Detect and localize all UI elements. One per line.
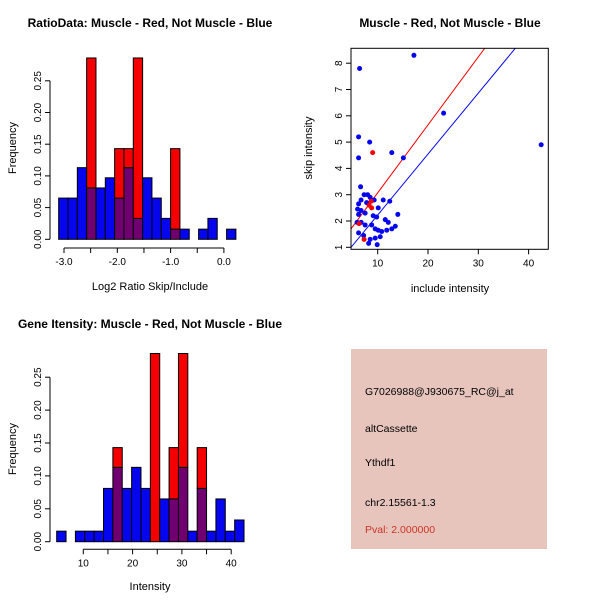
histogram-bar-segment bbox=[115, 149, 124, 198]
x-tick-label: 20 bbox=[422, 258, 434, 270]
x-tick-label: 40 bbox=[225, 558, 237, 570]
gene-name-text: Ythdf1 bbox=[365, 457, 396, 469]
scatter-point bbox=[379, 229, 384, 234]
probe-id-text: G7026988@J930675_RC@j_at bbox=[365, 386, 514, 398]
y-tick-label: 0.20 bbox=[33, 400, 44, 420]
histogram-bar-segment bbox=[68, 198, 77, 239]
ratio-histogram-plot bbox=[0, 0, 300, 300]
ratio-histogram-panel bbox=[0, 0, 300, 300]
x-tick-label: 30 bbox=[176, 558, 188, 570]
histogram-bar-segment bbox=[132, 467, 141, 541]
x-tick-label: 40 bbox=[523, 258, 535, 270]
histogram-bar-segment bbox=[96, 188, 105, 239]
intensity-scatter-ylabel: skip intensity bbox=[303, 116, 315, 180]
histogram-bar-segment bbox=[87, 58, 96, 188]
histogram-bar-segment bbox=[113, 448, 122, 468]
y-tick-label: 7 bbox=[334, 86, 345, 93]
scatter-point bbox=[387, 199, 392, 204]
y-tick-label: 6 bbox=[334, 113, 345, 119]
x-tick-label: -3.0 bbox=[55, 257, 73, 268]
scatter-point bbox=[369, 222, 374, 227]
scatter-point bbox=[356, 134, 361, 139]
y-tick-label: 0.20 bbox=[33, 102, 44, 123]
histogram-bar-segment bbox=[161, 218, 170, 239]
histogram-bar-segment bbox=[87, 188, 96, 239]
scatter-point bbox=[356, 212, 361, 217]
x-tick-label: -2.0 bbox=[108, 257, 126, 268]
histogram-bar-segment bbox=[150, 354, 159, 542]
histogram-bar-segment bbox=[216, 499, 225, 542]
scatter-point bbox=[386, 220, 391, 225]
scatter-point bbox=[356, 201, 361, 206]
scatter-point bbox=[378, 234, 383, 239]
histogram-bar-segment bbox=[227, 229, 236, 239]
ratio-histogram-title: RatioData: Muscle - Red, Not Muscle - Blue bbox=[27, 16, 273, 30]
scatter-point bbox=[367, 140, 372, 145]
gene-intensity-histogram-panel bbox=[0, 300, 300, 600]
histogram-bar-segment bbox=[178, 354, 187, 468]
histogram-bar-segment bbox=[160, 499, 169, 542]
gene-info-box bbox=[351, 349, 547, 549]
y-tick-label: 0.00 bbox=[33, 229, 44, 250]
histogram-bar-segment bbox=[75, 531, 84, 542]
histogram-bar-segment bbox=[124, 149, 133, 168]
histogram-bar-segment bbox=[105, 178, 114, 239]
y-tick-label: 0.15 bbox=[33, 134, 44, 154]
histogram-bar-segment bbox=[143, 178, 152, 239]
scatter-point bbox=[369, 205, 374, 210]
y-tick-label: 0.25 bbox=[33, 367, 44, 387]
scatter-point bbox=[395, 212, 400, 217]
y-tick-label: 0.05 bbox=[33, 499, 44, 519]
scatter-point bbox=[356, 155, 361, 160]
x-tick-label: 10 bbox=[372, 258, 384, 270]
histogram-bar-segment bbox=[94, 531, 103, 542]
y-tick-label: 0.00 bbox=[33, 531, 44, 552]
scatter-point bbox=[374, 215, 379, 220]
gene-intensity-histogram-xlabel: Intensity bbox=[129, 581, 171, 593]
scatter-point bbox=[358, 184, 363, 189]
gene-intensity-histogram-title: Gene Itensity: Muscle - Red, Not Muscle - Blue bbox=[17, 317, 283, 331]
histogram-bar-segment bbox=[141, 488, 150, 541]
x-tick-label: 10 bbox=[77, 558, 89, 570]
y-tick-label: 0.10 bbox=[33, 466, 44, 486]
histogram-bar-segment bbox=[124, 168, 133, 240]
histogram-bar-segment bbox=[235, 520, 244, 542]
gene-intensity-histogram-plot bbox=[0, 300, 300, 600]
intensity-scatter-xlabel: include intensity bbox=[410, 283, 490, 295]
pval-text: Pval: 2.000000 bbox=[365, 524, 436, 536]
scatter-point bbox=[373, 236, 378, 241]
histogram-bar-segment bbox=[171, 229, 180, 239]
plot-box bbox=[351, 48, 548, 249]
histogram-bar-segment bbox=[115, 198, 124, 239]
histogram-bar-segment bbox=[188, 531, 197, 542]
intensity-scatter-title: Muscle - Red, Not Muscle - Blue bbox=[359, 16, 541, 30]
scatter-point bbox=[363, 222, 368, 227]
histogram-bar-segment bbox=[122, 488, 131, 541]
scatter-point bbox=[393, 224, 398, 229]
y-tick-label: 4 bbox=[334, 165, 345, 172]
histogram-bar-segment bbox=[77, 168, 86, 240]
histogram-bar-segment bbox=[171, 149, 180, 230]
histogram-bar-segment bbox=[197, 448, 206, 489]
y-tick-label: 5 bbox=[334, 139, 345, 145]
scatter-point bbox=[411, 53, 416, 58]
intensity-scatter-panel bbox=[300, 0, 600, 300]
y-tick-label: 3 bbox=[334, 191, 345, 198]
histogram-bar-segment bbox=[59, 198, 68, 239]
scatter-point bbox=[375, 242, 380, 247]
histogram-bar-segment bbox=[113, 467, 122, 541]
y-tick-label: 0.25 bbox=[33, 71, 44, 91]
x-tick-label: 30 bbox=[472, 258, 484, 270]
x-tick-label: -1.0 bbox=[161, 257, 180, 268]
histogram-bar-segment bbox=[152, 198, 161, 239]
histogram-bar-segment bbox=[197, 488, 206, 541]
scatter-point bbox=[366, 241, 371, 246]
y-tick-label: 1 bbox=[334, 244, 345, 251]
histogram-bar-segment bbox=[104, 488, 113, 541]
scatter-point bbox=[357, 66, 362, 71]
histogram-bar-segment bbox=[169, 499, 178, 542]
histogram-bar-segment bbox=[133, 58, 142, 218]
y-tick-label: 0.05 bbox=[33, 197, 44, 218]
scatter-point bbox=[389, 150, 394, 155]
histogram-bar-segment bbox=[57, 531, 66, 542]
scatter-point bbox=[381, 197, 386, 202]
histogram-bar-segment bbox=[178, 467, 187, 541]
x-tick-label: 20 bbox=[127, 558, 139, 570]
location-text: chr2.15561-1.3 bbox=[365, 497, 436, 509]
scatter-point bbox=[539, 142, 544, 147]
y-tick-label: 2 bbox=[334, 218, 345, 224]
gene-intensity-histogram-ylabel: Frequency bbox=[7, 423, 19, 475]
gene-info-panel bbox=[300, 300, 600, 600]
scatter-point bbox=[384, 228, 389, 233]
ratio-histogram-xlabel: Log2 Ratio Skip/Include bbox=[91, 281, 209, 293]
scatter-point bbox=[441, 111, 446, 116]
ratio-histogram-ylabel: Frequency bbox=[7, 122, 19, 174]
intensity-scatter-plot bbox=[300, 0, 600, 300]
histogram-bar-segment bbox=[225, 531, 234, 542]
scatter-point bbox=[357, 221, 362, 226]
scatter-point bbox=[356, 230, 361, 235]
y-tick-label: 0.15 bbox=[33, 433, 44, 453]
histogram-bar-segment bbox=[208, 218, 217, 239]
histogram-bar-segment bbox=[180, 229, 189, 239]
histogram-bar-segment bbox=[133, 218, 142, 239]
y-tick-label: 8 bbox=[334, 60, 345, 66]
scatter-point bbox=[362, 237, 367, 242]
y-tick-label: 0.10 bbox=[33, 166, 44, 186]
splice-type-text: altCassette bbox=[365, 423, 418, 435]
histogram-bar-segment bbox=[85, 531, 94, 542]
scatter-point bbox=[401, 155, 406, 160]
histogram-bar-segment bbox=[199, 229, 208, 239]
x-tick-label: 0.0 bbox=[216, 257, 231, 268]
histogram-bar-segment bbox=[169, 448, 178, 499]
scatter-point bbox=[370, 150, 375, 155]
scatter-point bbox=[363, 211, 368, 216]
histogram-bar-segment bbox=[207, 531, 216, 542]
scatter-point bbox=[376, 205, 381, 210]
